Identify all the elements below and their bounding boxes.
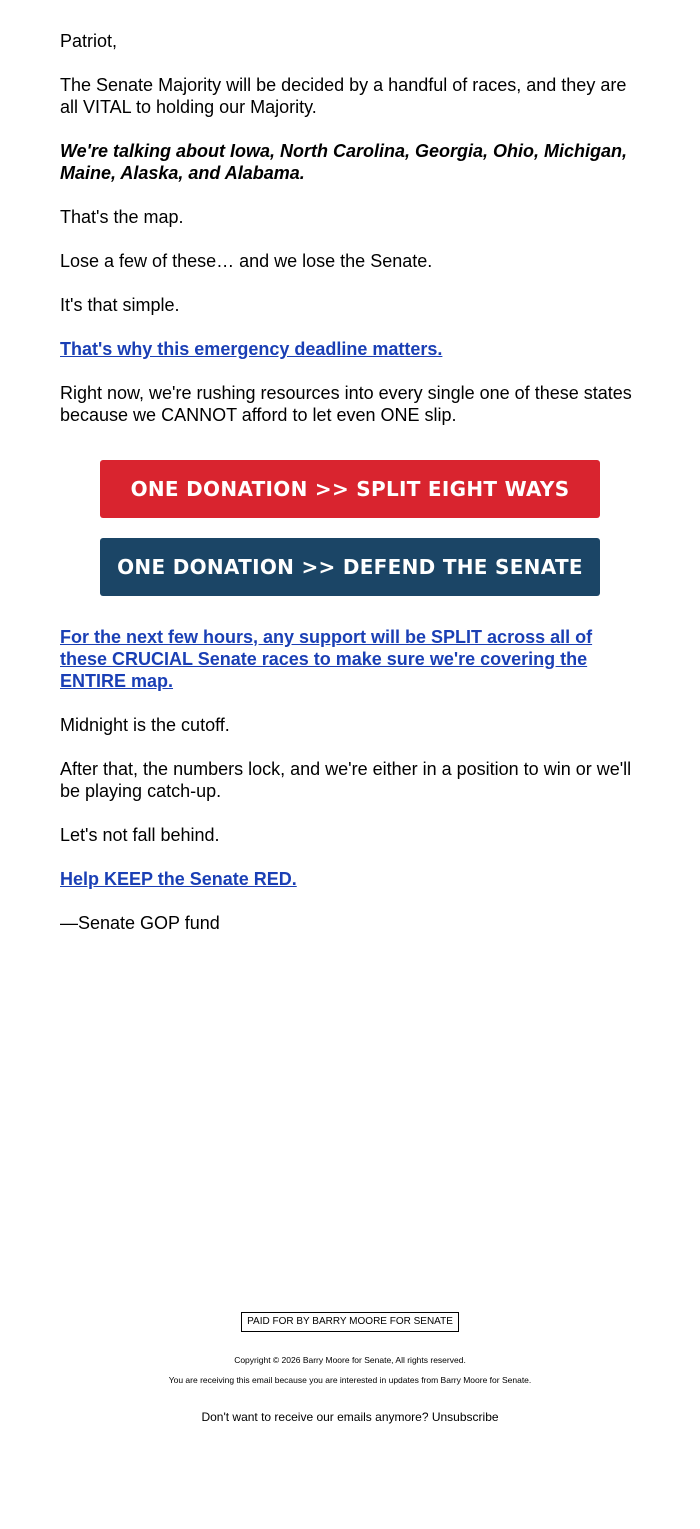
paragraph-lose: Lose a few of these… and we lose the Senate. xyxy=(60,251,433,271)
email-footer xyxy=(0,1311,700,1424)
unsubscribe-link[interactable]: Unsubscribe xyxy=(431,1410,499,1424)
paid-for-disclaimer: PAID FOR BY BARRY MOORE FOR SENATE xyxy=(241,1312,459,1332)
keep-red-paragraph xyxy=(60,868,640,890)
split-eight-ways-button[interactable]: ONE DONATION >> SPLIT EIGHT WAYS xyxy=(100,460,600,518)
defend-senate-button[interactable]: ONE DONATION >> DEFEND THE SENATE xyxy=(100,538,600,596)
paragraph-fall-behind: Let's not fall behind. xyxy=(60,825,220,845)
deadline-paragraph xyxy=(60,338,640,360)
unsubscribe-prompt: Don't want to receive our emails anymore? xyxy=(201,1410,429,1424)
email-body xyxy=(60,30,640,956)
split-paragraph xyxy=(60,626,640,692)
paragraph-map: That's the map. xyxy=(60,207,184,227)
paragraph-cutoff: Midnight is the cutoff. xyxy=(60,715,230,735)
signature: —Senate GOP fund xyxy=(60,913,220,933)
keep-senate-red-link[interactable]: Help KEEP the Senate RED. xyxy=(60,869,297,889)
paragraph-numbers-lock: After that, the numbers lock, and we're either in a position to win or we'll be playing catch-up. xyxy=(60,759,632,801)
unsubscribe-line xyxy=(0,1410,700,1424)
paragraph-resources: Right now, we're rushing resources into every single one of these states because we CANNOT afford to let even ONE slip. xyxy=(60,383,632,425)
greeting: Patriot, xyxy=(60,31,118,51)
paragraph-majority: The Senate Majority will be decided by a handful of races, and they are all VITAL to holding our Majority. xyxy=(60,75,627,117)
split-support-link[interactable]: For the next few hours, any support will be SPLIT across all of these CRUCIAL Senate races to make sure we're covering the ENTIRE map. xyxy=(60,627,593,691)
deadline-link[interactable]: That's why this emergency deadline matters. xyxy=(60,339,443,359)
copyright-text: Copyright © 2026 Barry Moore for Senate, All rights reserved. xyxy=(234,1355,466,1365)
donate-buttons xyxy=(60,460,640,596)
paragraph-states: We're talking about Iowa, North Carolina, Georgia, Ohio, Michigan, Maine, Alaska, and Alabama. xyxy=(60,141,628,183)
paragraph-simple: It's that simple. xyxy=(60,295,180,315)
receiving-notice: You are receiving this email because you are interested in updates from Barry Moore for Senate. xyxy=(168,1375,532,1385)
